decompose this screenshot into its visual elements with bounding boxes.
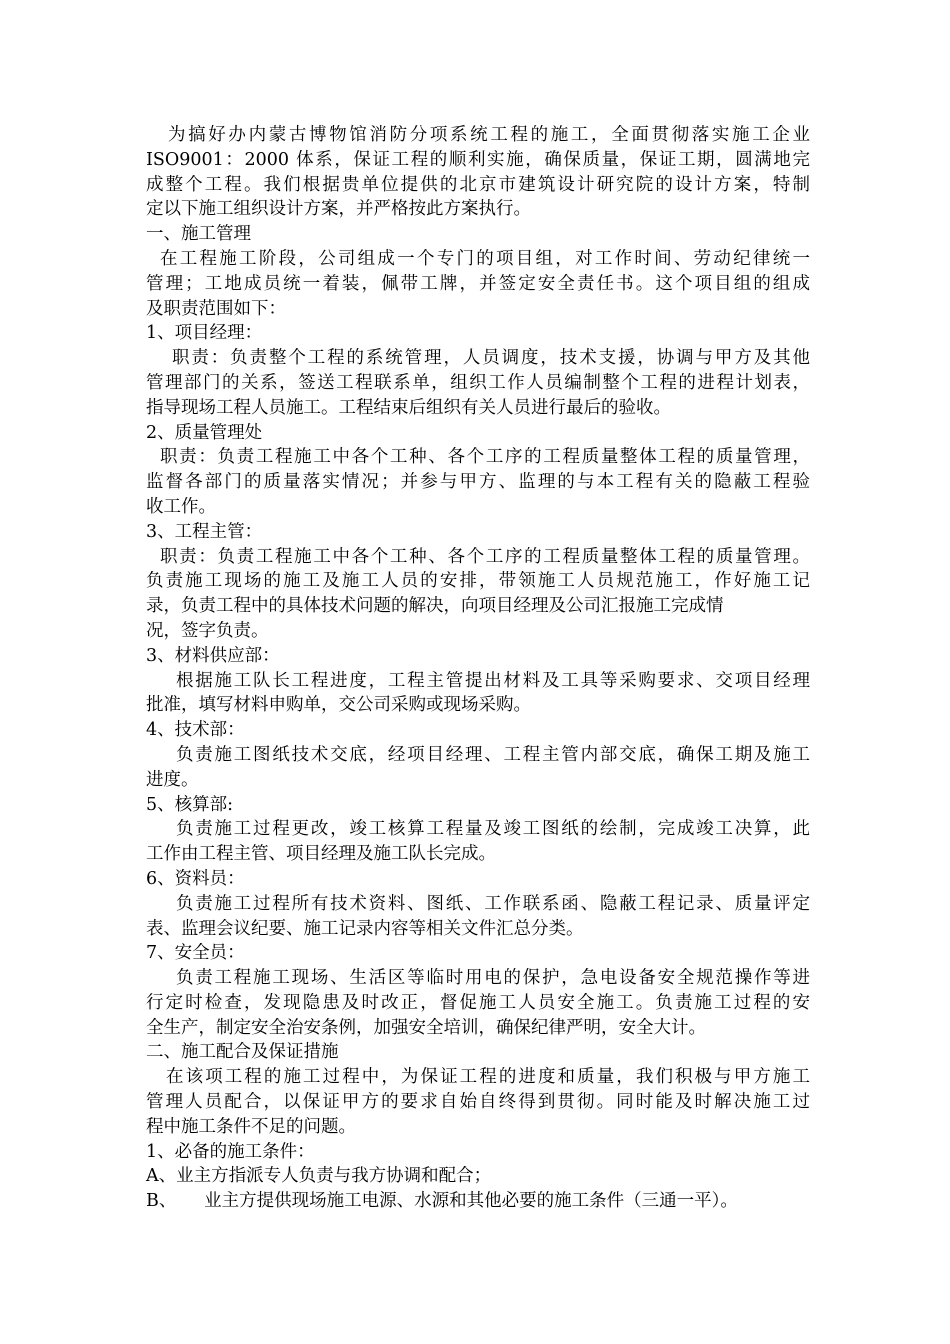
paragraph-line: 全生产，制定安全治安条例，加强安全培训，确保纪律严明，安全大计。 [146, 1017, 706, 1038]
paragraph-line: 指导现场工程人员施工。工程结束后组织有关人员进行最后的验收。 [146, 397, 671, 418]
paragraph-line: 行定时检查，发现隐患及时改正，督促施工人员安全施工。负责施工过程的安 [146, 992, 810, 1013]
paragraph-line: 况，签字负责。 [146, 620, 269, 641]
paragraph-line: 职责：负责工程施工中各个工种、各个工序的工程质量整体工程的质量管理。 [160, 546, 810, 567]
item-heading: 5、核算部: [146, 794, 234, 815]
paragraph-line: 负责施工过程更改，竣工核算工程量及竣工图纸的绘制，完成竣工决算，此 [176, 819, 810, 840]
paragraph-line: 管理部门的关系，签送工程联系单，组织工作人员编制整个工程的进程计划表， [146, 372, 810, 393]
paragraph-line: 负责施工现场的施工及施工人员的安排，带领施工人员规范施工，作好施工记 [146, 571, 810, 592]
paragraph-line: ISO9001：2000 体系，保证工程的顺利实施，确保质量，保证工期，圆满地完 [146, 149, 810, 170]
paragraph-line: 根据施工队长工程进度，工程主管提出材料及工具等采购要求、交项目经理 [176, 670, 810, 691]
section-heading: 一、施工管理 [146, 224, 251, 245]
paragraph-line: 成整个工程。我们根据贵单位提供的北京市建筑设计研究院的设计方案，特制 [146, 174, 810, 195]
item-heading: 2、质量管理处 [146, 422, 263, 443]
paragraph-line: 管理人员配合，以保证甲方的要求自始自终得到贯彻。同时能及时解决施工过 [146, 1092, 810, 1113]
paragraph-line: 负责工程施工现场、生活区等临时用电的保护，急电设备安全规范操作等进 [176, 968, 810, 989]
paragraph-line: 管理；工地成员统一着装，佩带工牌，并签定安全责任书。这个项目组的组成 [146, 273, 810, 294]
paragraph-line: 程中施工条件不足的问题。 [146, 1116, 356, 1137]
item-heading: 6、资料员： [146, 868, 245, 889]
paragraph-line: 录，负责工程中的具体技术问题的解决，向项目经理及公司汇报施工完成情 [146, 596, 724, 617]
paragraph-line: 及职责范围如下： [146, 298, 286, 319]
document-body [146, 123, 810, 1214]
item-heading: 1、必备的施工条件： [146, 1141, 315, 1162]
paragraph-line: 收工作。 [146, 496, 216, 517]
paragraph-line: 监督各部门的质量落实情况；并参与甲方、监理的与本工程有关的隐蔽工程验 [146, 472, 810, 493]
list-item: B、 业主方提供现场施工电源、水源和其他必要的施工条件（三通一平）。 [146, 1191, 738, 1212]
paragraph-line: 在工程施工阶段，公司组成一个专门的项目组，对工作时间、劳动纪律统一 [160, 248, 810, 269]
paragraph-line: 批准，填写材料申购单，交公司采购或现场采购。 [146, 695, 531, 716]
item-heading: 3、材料供应部： [146, 645, 280, 666]
item-heading: 4、技术部： [146, 720, 245, 741]
item-heading: 3、工程主管： [146, 521, 263, 542]
paragraph-line: 为搞好办内蒙古博物馆消防分项系统工程的施工，全面贯彻落实施工企业 [168, 125, 810, 145]
list-item: A、业主方指派专人负责与我方协调和配合； [146, 1166, 492, 1187]
paragraph-line: 定以下施工组织设计方案，并严格按此方案执行。 [146, 199, 531, 220]
paragraph-line: 工作由工程主管、项目经理及施工队长完成。 [146, 844, 496, 865]
paragraph-line: 在该项工程的施工过程中，为保证工程的进度和质量，我们积极与甲方施工 [166, 1067, 810, 1088]
paragraph-line: 职责：负责整个工程的系统管理，人员调度，技术支援，协调与甲方及其他 [172, 348, 810, 369]
paragraph-line: 表、监理会议纪要、施工记录内容等相关文件汇总分类。 [146, 918, 584, 939]
section-heading: 二、施工配合及保证措施 [146, 1042, 339, 1063]
paragraph-line: 进度。 [146, 769, 199, 790]
item-heading: 7、安全员： [146, 943, 245, 964]
paragraph-line: 职责：负责工程施工中各个工种、各个工序的工程质量整体工程的质量管理， [160, 447, 810, 468]
item-heading: 1、项目经理： [146, 323, 263, 344]
paragraph-line: 负责施工图纸技术交底，经项目经理、工程主管内部交底，确保工期及施工 [176, 744, 810, 765]
paragraph-line: 负责施工过程所有技术资料、图纸、工作联系函、隐蔽工程记录、质量评定 [176, 893, 810, 914]
